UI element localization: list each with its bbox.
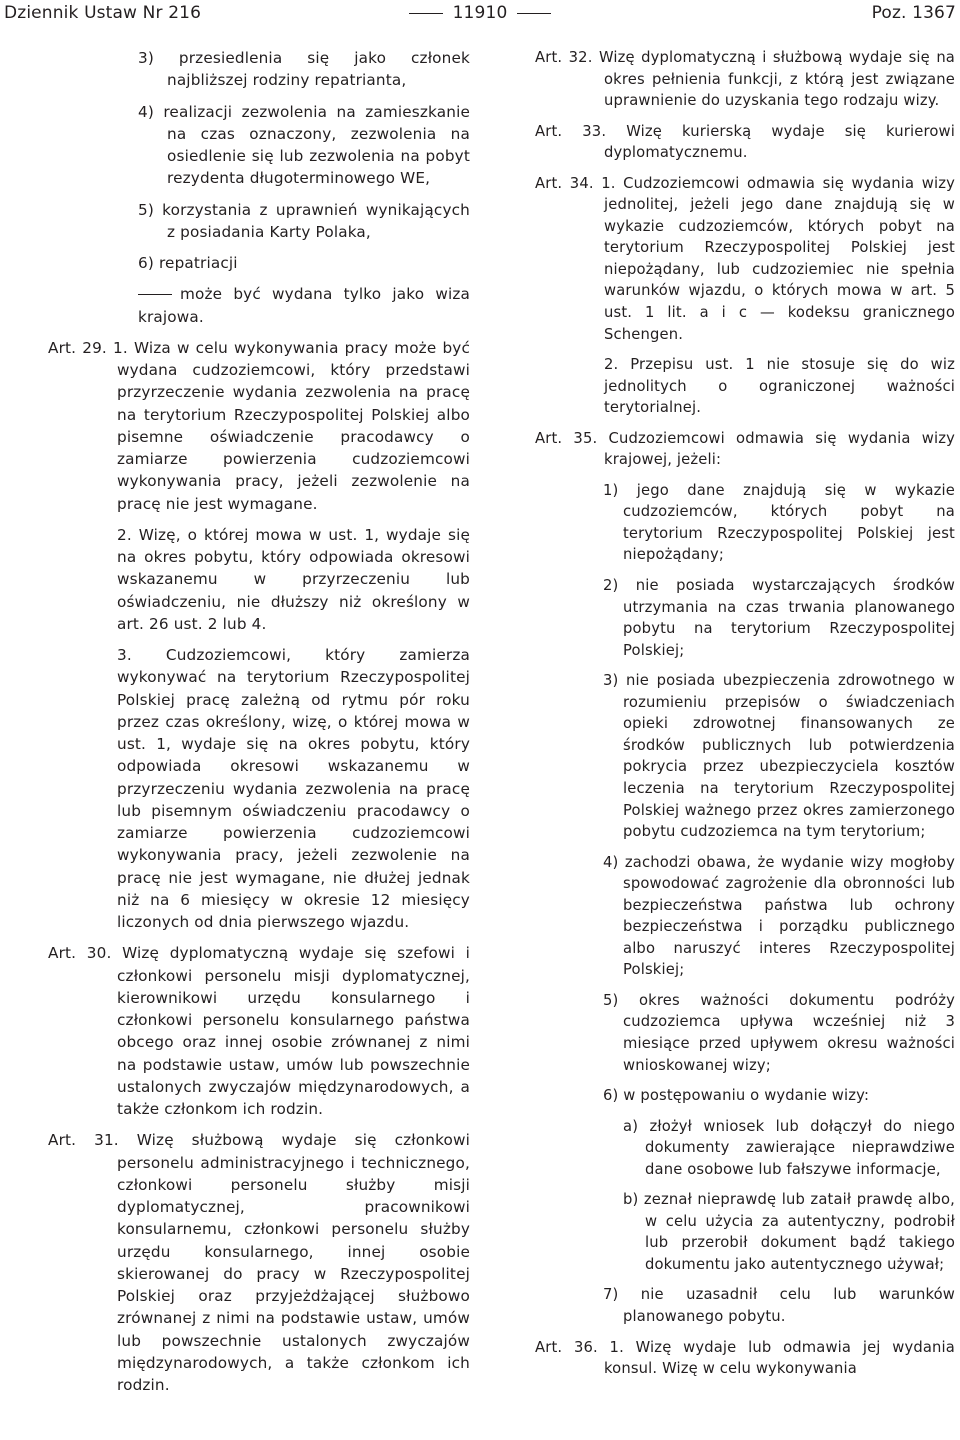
art-35-item-4: 4) zachodzi obawa, że wydanie wizy mogłoby spowodować zagrożenie dla obronności lub bezpieczeństwa państwa lub ochrony bezpieczeństwa i porządku publicznego albo naruszyć interes Rzeczypospolitej Polskiej; [603, 853, 955, 979]
left-column [48, 47, 470, 1405]
art-35-item-2: 2) nie posiada wystarczających środków utrzymania na czas trwania planowanego pobytu na terytorium Rzeczypospolitej Polskiej; [603, 577, 955, 659]
art-29-para-1: Art. 29. 1. Wiza w celu wykonywania pracy może być wydana cudzoziemcowi, który przedstawi przyrzeczenie wydania zezwolenia na pracę na terytorium Rzeczypospolitej Polskiej albo pisemne oświadczenie pracodawcy o zamiarze powierzenia cudzoziemcowi wykonywania pracy, jeżeli zezwolenie na pracę nie jest wymagane. [48, 338, 470, 513]
list-item-5: 5) korzystania z uprawnień wynikających z posiadania Karty Polaka, [138, 200, 470, 241]
journal-title: Dziennik Ustaw Nr 216 [4, 3, 202, 23]
art-35-item-7: 7) nie uzasadnił celu lub warunków planowanego pobytu. [603, 1286, 955, 1325]
art-32: Art. 32. Wizę dyplomatyczną i służbową wydaje się na okres pełnienia funkcji, z którą jest związane uprawnienie do uzyskania tego rodzaju wizy. [535, 49, 955, 110]
art-31: Art. 31. Wizę służbową wydaje się członkowi personelu administracyjnego i technicznego, członkowi personelu służby misji dyplomatycznej, pracownikowi konsularnemu, członkowi personelu służby urzędu konsularnego, innej osobie skierowanej do pracy w Rzeczypospolitej Polskiej oraz przyjeżdżającej służbowo zrównanej z nimi na podstawie ustaw, umów lub powszechnie ustalonych zwyczajów międzynarodowych, a także członkom ich rodzin. [48, 1131, 470, 1394]
dash-right [517, 13, 551, 14]
art-29-para-3: 3. Cudzoziemcowi, który zamierza wykonywać na terytorium Rzeczypospolitej Polskiej pracę zależną od rytmu pór roku przez czas określony, wizę, o której mowa w ust. 1, wydaje się na okres pobytu, który odpowiada okresowi wskazanemu w przyrzeczeniu wydania zezwolenia na pracę lub pisemnym oświadczeniu pracodawcy o zamiarze powierzenia cudzoziemcowi wykonywania pracy, jeżeli zezwolenie na pracę nie jest wymagane, nie dłużej jednak niż na 6 miesięcy w okresie 12 miesięcy liczonych od dnia pierwszego wjazdu. [117, 646, 470, 931]
art-35-item-1: 1) jego dane znajdują się w wykazie cudzoziemców, których pobyt na terytorium Rzeczypospolitej Polskiej jest niepożądany; [603, 481, 955, 564]
art-35-item-6: 6) w postępowaniu o wydanie wizy: [603, 1087, 870, 1105]
right-column [535, 47, 955, 1389]
art-36-para-1: Art. 36. 1. Wizę wydaje lub odmawia jej wydania konsul. Wizę w celu wykonywania [535, 1338, 955, 1378]
dash-clause [48, 283, 470, 328]
list-item-4: 4) realizacji zezwolenia na zamieszkanie na czas oznaczony, zezwolenia na osiedlenie się lub zezwolenia na pobyt rezydenta długoterminowego WE, [138, 102, 470, 188]
em-dash [138, 294, 172, 295]
art-33: Art. 33. Wizę kurierską wydaje się kurierowi dyplomatycznemu. [535, 122, 955, 162]
dash-left [409, 13, 443, 14]
art-35: Art. 35. Cudzoziemcowi odmawia się wydania wizy krajowej, jeżeli: [535, 429, 955, 469]
art-34-para-1: Art. 34. 1. Cudzoziemcowi odmawia się wydania wizy jednolitej, jeżeli jego dane znajdują się w wykazie cudzoziemców, których pobyt na terytorium Rzeczypospolitej Polskiej jest niepożądany, lub cudzoziemiec nie spełnia warunków wjazdu, o których mowa w art. 5 ust. 1 lit. a i c — kodeksu granicznego Schengen. [535, 174, 955, 343]
page-number [0, 0, 960, 26]
art-34-para-2: 2. Przepisu ust. 1 nie stosuje się do wiz jednolitych o ograniczonej ważności terytorialnej. [604, 356, 955, 417]
art-35-item-3: 3) nie posiada ubezpieczenia zdrowotnego w rozumieniu przepisów o świadczeniach opieki zdrowotnej finansowanych ze środków publicznych lub potwierdzenia pokrycia przez ubezpieczyciela kosztów leczenia na terytorium Rzeczypospolitej Polskiej ważnego przez okres zamierzonego pobytu cudzoziemca na tym terytorium; [603, 672, 955, 841]
art-35-item-5: 5) okres ważności dokumentu podróży cudzoziemca upływa wcześniej niż 3 miesiące przed upływem okresu ważności wnioskowanej wizy; [603, 991, 955, 1074]
page-number-text: 11910 [452, 3, 508, 23]
position-number: Poz. 1367 [871, 3, 956, 23]
art-35-item-6-a: a) złożył wniosek lub dołączył do niego dokumenty zawierające nieprawdziwe dane osobowe lub fałszywe informacje, [623, 1117, 955, 1178]
art-35-item-6-b: b) zeznał nieprawdę lub zataił prawdę albo, w celu użycia za autentyczny, podrobił lub przerobił dokument bądź takiego dokumentu jako autentycznego używał; [623, 1191, 955, 1273]
art-29-para-2: 2. Wizę, o której mowa w ust. 1, wydaje się na okres pobytu, który odpowiada okresowi wskazanemu w przyrzeczeniu lub oświadczeniu, nie dłuższy niż określony w art. 26 ust. 2 lub 4. [117, 525, 470, 633]
list-item-3: 3) przesiedlenia się jako członek najbliższej rodziny repatrianta, [138, 49, 470, 90]
dash-clause-text: może być wydana tylko jako wiza krajowa. [138, 285, 470, 326]
list-item-6: 6) repatriacji [138, 254, 238, 272]
art-30: Art. 30. Wizę dyplomatyczną wydaje się szefowi i członkowi personelu misji dyplomatycznej, kierownikowi urzędu konsularnego i członkowi personelu konsularnego państwa obcego oraz innej osobie zrównanej z nimi na podstawie ustaw, umów lub powszechnie ustalonych zwyczajów międzynarodowych, a także członkom ich rodzin. [48, 944, 470, 1118]
